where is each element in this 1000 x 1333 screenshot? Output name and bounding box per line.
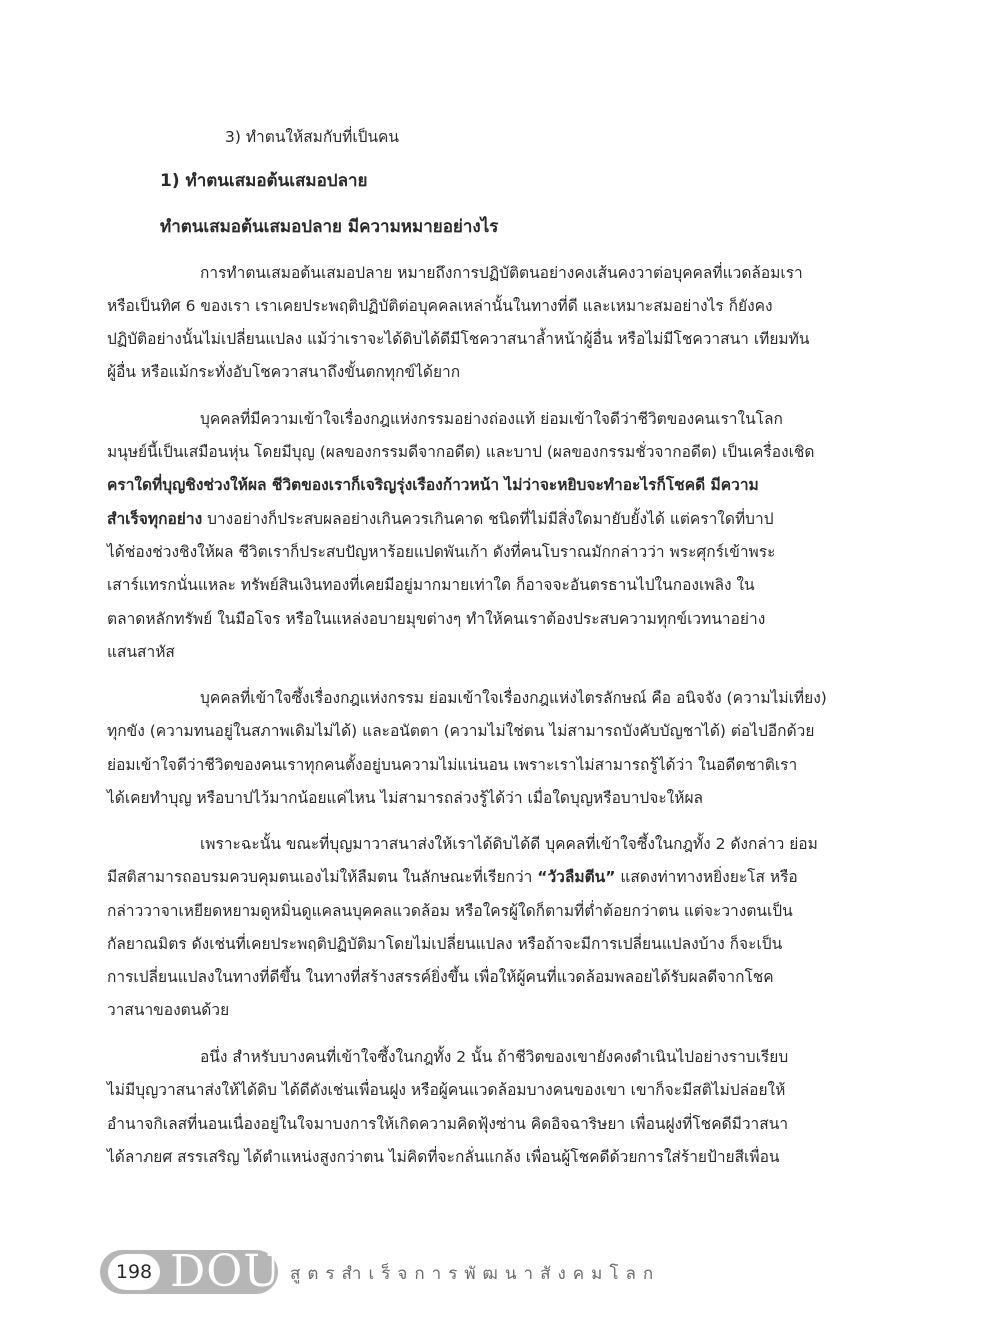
subsection-heading: ทำตนเสมอต้นเสมอปลาย มีความหมายอย่างไร xyxy=(160,217,499,237)
text-line: ผู้อื่น หรือแม้กระทั่งอับโชควาสนาถึงขั้นตกทุกข์ได้ยาก xyxy=(107,363,461,381)
section-heading: 1) ทำตนเสมอต้นเสมอปลาย xyxy=(160,171,368,191)
text-line-bold: คราใดที่บุญชิงช่วงให้ผล ชีวิตของเราก็เจริญรุ่งเรืองก้าวหน้า ไม่ว่าจะหยิบจะทำอะไรก็โชคดี มีความ xyxy=(107,476,759,494)
text-line: อำนาจกิเลสที่นอนเนื่องอยู่ในใจมาบงการให้เกิดความคิดฟุ้งซ่าน คิดอิจฉาริษยา เพื่อนฝูงที่โชคดีมีวาสนา xyxy=(107,1115,789,1133)
page-number: 198 xyxy=(108,1254,160,1290)
text-span: แสดงท่าทางหยิ่งยะโส หรือ xyxy=(615,868,798,886)
text-line: มนุษย์นี้เป็นเสมือนหุ่น โดยมีบุญ (ผลของกรรมดีจากอดีต) และบาป (ผลของกรรมชั่วจากอดีต) เป็นเครื่องเชิด xyxy=(107,443,815,461)
dou-logo: DOU xyxy=(170,1246,282,1297)
text-line: วาสนาของตนด้วย xyxy=(107,1001,230,1019)
text-line: อนึ่ง สำหรับบางคนที่เข้าใจซึ้งในกฎทั้ง 2 นั้น ถ้าชีวิตของเขายังคงดำเนินไปอย่างราบเรียบ xyxy=(200,1048,789,1066)
text-line: การเปลี่ยนแปลงในทางที่ดีขึ้น ในทางที่สร้างสรรค์ยิ่งขึ้น เพื่อให้ผู้คนที่แวดล้อมพลอยได้รับผลดีจากโชค xyxy=(107,968,774,986)
text-line: บุคคลที่มีความเข้าใจเรื่องกฎแห่งกรรมอย่างถ่องแท้ ย่อมเข้าใจดีว่าชีวิตของคนเราในโลก xyxy=(200,410,783,428)
text-line: ไม่มีบุญวาสนาส่งให้ได้ดิบ ได้ดีดังเช่นเพื่อนฝูง หรือผู้คนแวดล้อมบางคนของเขา เขาก็จะมีสติไม่ปล่อยให้ xyxy=(107,1081,786,1099)
text-line: เพราะฉะนั้น ขณะที่บุญมาวาสนาส่งให้เราได้ดิบได้ดี บุคคลที่เข้าใจซึ้งในกฎทั้ง 2 ดังกล่าว ย่อม xyxy=(200,835,818,853)
text-line: ตลาดหลักทรัพย์ ในมือโจร หรือในแหล่งอบายมุขต่างๆ ทำให้คนเราต้องประสบความทุกข์เวทนาอย่าง xyxy=(107,610,766,628)
footer-badge xyxy=(100,1246,282,1297)
text-line: บุคคลที่เข้าใจซึ้งเรื่องกฎแห่งกรรม ย่อมเข้าใจเรื่องกฎแห่งไตรลักษณ์ คือ อนิจจัง (ความไม่เที่ยง) xyxy=(200,689,827,707)
text-line: ได้ช่องช่วงชิงให้ผล ชีวิตเราก็ประสบปัญหาร้อยแปดพันเก้า ดังที่คนโบราณมักกล่าวว่า พระศุกร์เข้าพระ xyxy=(107,543,776,561)
text-line: หรือเป็นทิศ 6 ของเรา เราเคยประพฤติปฏิบัติต่อบุคคลเหล่านั้นในทางที่ดี และเหมาะสมอย่างไร ก็ยังคง xyxy=(107,297,773,315)
text-span: มีสติสามารถอบรมควบคุมตนเองไม่ให้ลืมตน ในลักษณะที่เรียกว่า xyxy=(107,868,538,886)
book-title: สูตรสำเร็จการพัฒนาสังคมโลก xyxy=(290,1264,661,1284)
text-line xyxy=(107,509,774,529)
text-line: ย่อมเข้าใจดีว่าชีวิตของคนเราทุกคนตั้งอยู่บนความไม่แน่นอน เพราะเราไม่สามารถรู้ได้ว่า ในอดีตชาติเรา xyxy=(107,756,798,774)
page-footer xyxy=(100,1242,900,1302)
text-line: กัลยาณมิตร ดังเช่นที่เคยประพฤติปฏิบัติมาโดยไม่เปลี่ยนแปลง หรือถ้าจะมีการเปลี่ยนแปลงบ้าง ก็จะเป็น xyxy=(107,935,783,953)
text-line xyxy=(107,867,798,887)
bold-phrase: สำเร็จทุกอย่าง xyxy=(107,510,203,528)
bold-phrase: “วัวลืมตีน” xyxy=(537,868,616,886)
text-line: กล่าววาจาเหยียดหยามดูหมิ่นดูแคลนบุคคลแวดล้อม หรือใครผู้ใดก็ตามที่ต่ำต้อยกว่าตน แต่จะวางตนเป็น xyxy=(107,902,793,920)
text-line: ได้เคยทำบุญ หรือบาปไว้มากน้อยแค่ไหน ไม่สามารถล่วงรู้ได้ว่า เมื่อใดบุญหรือบาปจะให้ผล xyxy=(107,789,704,807)
text-line: การทำตนเสมอต้นเสมอปลาย หมายถึงการปฏิบัติตนอย่างคงเส้นคงวาต่อบุคคลที่แวดล้อมเรา xyxy=(200,264,803,282)
text-span: บางอย่างก็ประสบผลอย่างเกินควรเกินคาด ชนิดที่ไม่มีสิ่งใดมายับยั้งได้ แต่คราใดที่บาป xyxy=(202,510,774,528)
text-line: ปฏิบัติอย่างนั้นไม่เปลี่ยนแปลง แม้ว่าเราจะได้ดิบได้ดีมีโชควาสนาล้ำหน้าผู้อื่น หรือไม่มีโชควาสนา เทียมทัน xyxy=(107,330,810,348)
list-item-3: 3) ทำตนให้สมกับที่เป็นคน xyxy=(225,128,400,146)
text-line: เสาร์แทรกนั่นแหละ ทรัพย์สินเงินทองที่เคยมีอยู่มากมายเท่าใด ก็อาจจะอันตรธานไปในกองเพลิง ใน xyxy=(107,576,755,594)
text-line: ได้ลาภยศ สรรเสริญ ได้ตำแหน่งสูงกว่าตน ไม่คิดที่จะกลั่นแกล้ง เพื่อนผู้โชคดีด้วยการใส่ร้ายป้ายสีเพื่อน xyxy=(107,1148,780,1166)
text-line: ทุกขัง (ความทนอยู่ในสภาพเดิมไม่ได้) และอนัตตา (ความไม่ใช่ตน ไม่สามารถบังคับบัญชาได้) ต่อไปอีกด้วย xyxy=(107,722,815,740)
text-line: แสนสาหัส xyxy=(107,643,175,661)
